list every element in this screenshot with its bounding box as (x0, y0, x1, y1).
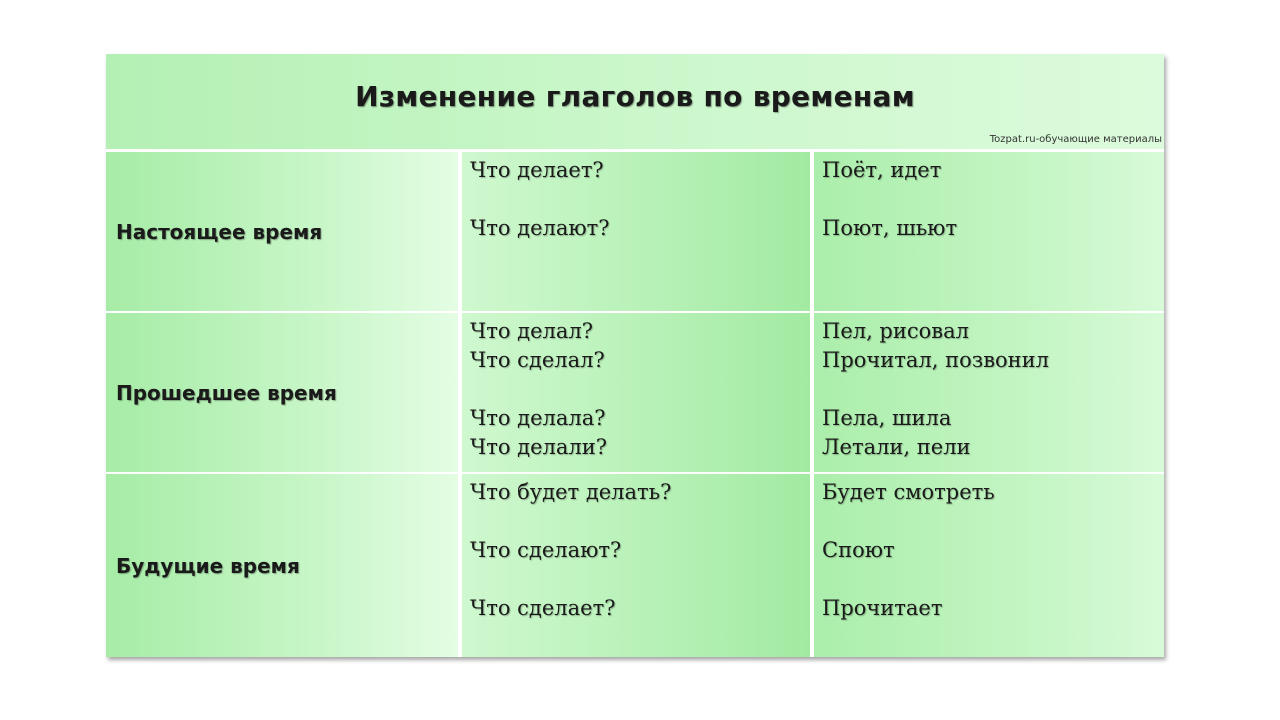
example-line: Пел, рисовал (822, 319, 969, 343)
tense-label: Будущие время (116, 554, 300, 578)
tense-cell (106, 152, 458, 311)
question-line: Что делает? (470, 158, 604, 182)
example-line: Пела, шила (822, 406, 952, 430)
questions-cell (460, 313, 810, 472)
example-line (822, 185, 957, 214)
example-line: Споют (822, 538, 895, 562)
examples-cell (812, 474, 1164, 657)
question-line (470, 375, 607, 404)
example-line (822, 375, 1049, 404)
examples-cell (812, 313, 1164, 472)
questions-list (470, 156, 610, 243)
example-line: Летали, пели (822, 435, 971, 459)
example-line: Прочитал, позвонил (822, 348, 1050, 372)
table-title: Изменение глаголов по временам (355, 80, 915, 113)
example-line: Прочитает (822, 596, 943, 620)
tense-label: Настоящее время (116, 220, 323, 244)
questions-list (470, 478, 671, 623)
tense-cell (106, 313, 458, 472)
examples-cell (812, 152, 1164, 311)
question-line (470, 185, 610, 214)
example-line: Поют, шьют (822, 216, 958, 240)
examples-list (822, 156, 957, 243)
question-line: Что сделают? (470, 538, 622, 562)
example-line (822, 507, 995, 536)
question-line: Что делала? (470, 406, 606, 430)
questions-cell (460, 474, 810, 657)
questions-list (470, 317, 607, 462)
verb-tense-table (106, 54, 1164, 657)
tense-label: Прошедшее время (116, 381, 337, 405)
example-line (822, 565, 995, 594)
question-line: Что делал? (470, 319, 593, 343)
question-line: Что делали? (470, 435, 607, 459)
question-line: Что сделал? (470, 348, 605, 372)
question-line: Что делают? (470, 216, 610, 240)
tense-cell (106, 474, 458, 657)
example-line: Будет смотреть (822, 480, 995, 504)
examples-list (822, 478, 995, 623)
questions-cell (460, 152, 810, 311)
table-row-present (106, 152, 1164, 313)
question-line (470, 507, 671, 536)
example-line: Поёт, идет (822, 158, 942, 182)
watermark: Tozpat.ru-обучающие материалы (989, 134, 1162, 145)
table-row-past (106, 313, 1164, 474)
question-line: Что сделает? (470, 596, 616, 620)
table-header (106, 54, 1164, 152)
question-line (470, 565, 671, 594)
table-row-future (106, 474, 1164, 657)
examples-list (822, 317, 1049, 462)
question-line: Что будет делать? (470, 480, 672, 504)
